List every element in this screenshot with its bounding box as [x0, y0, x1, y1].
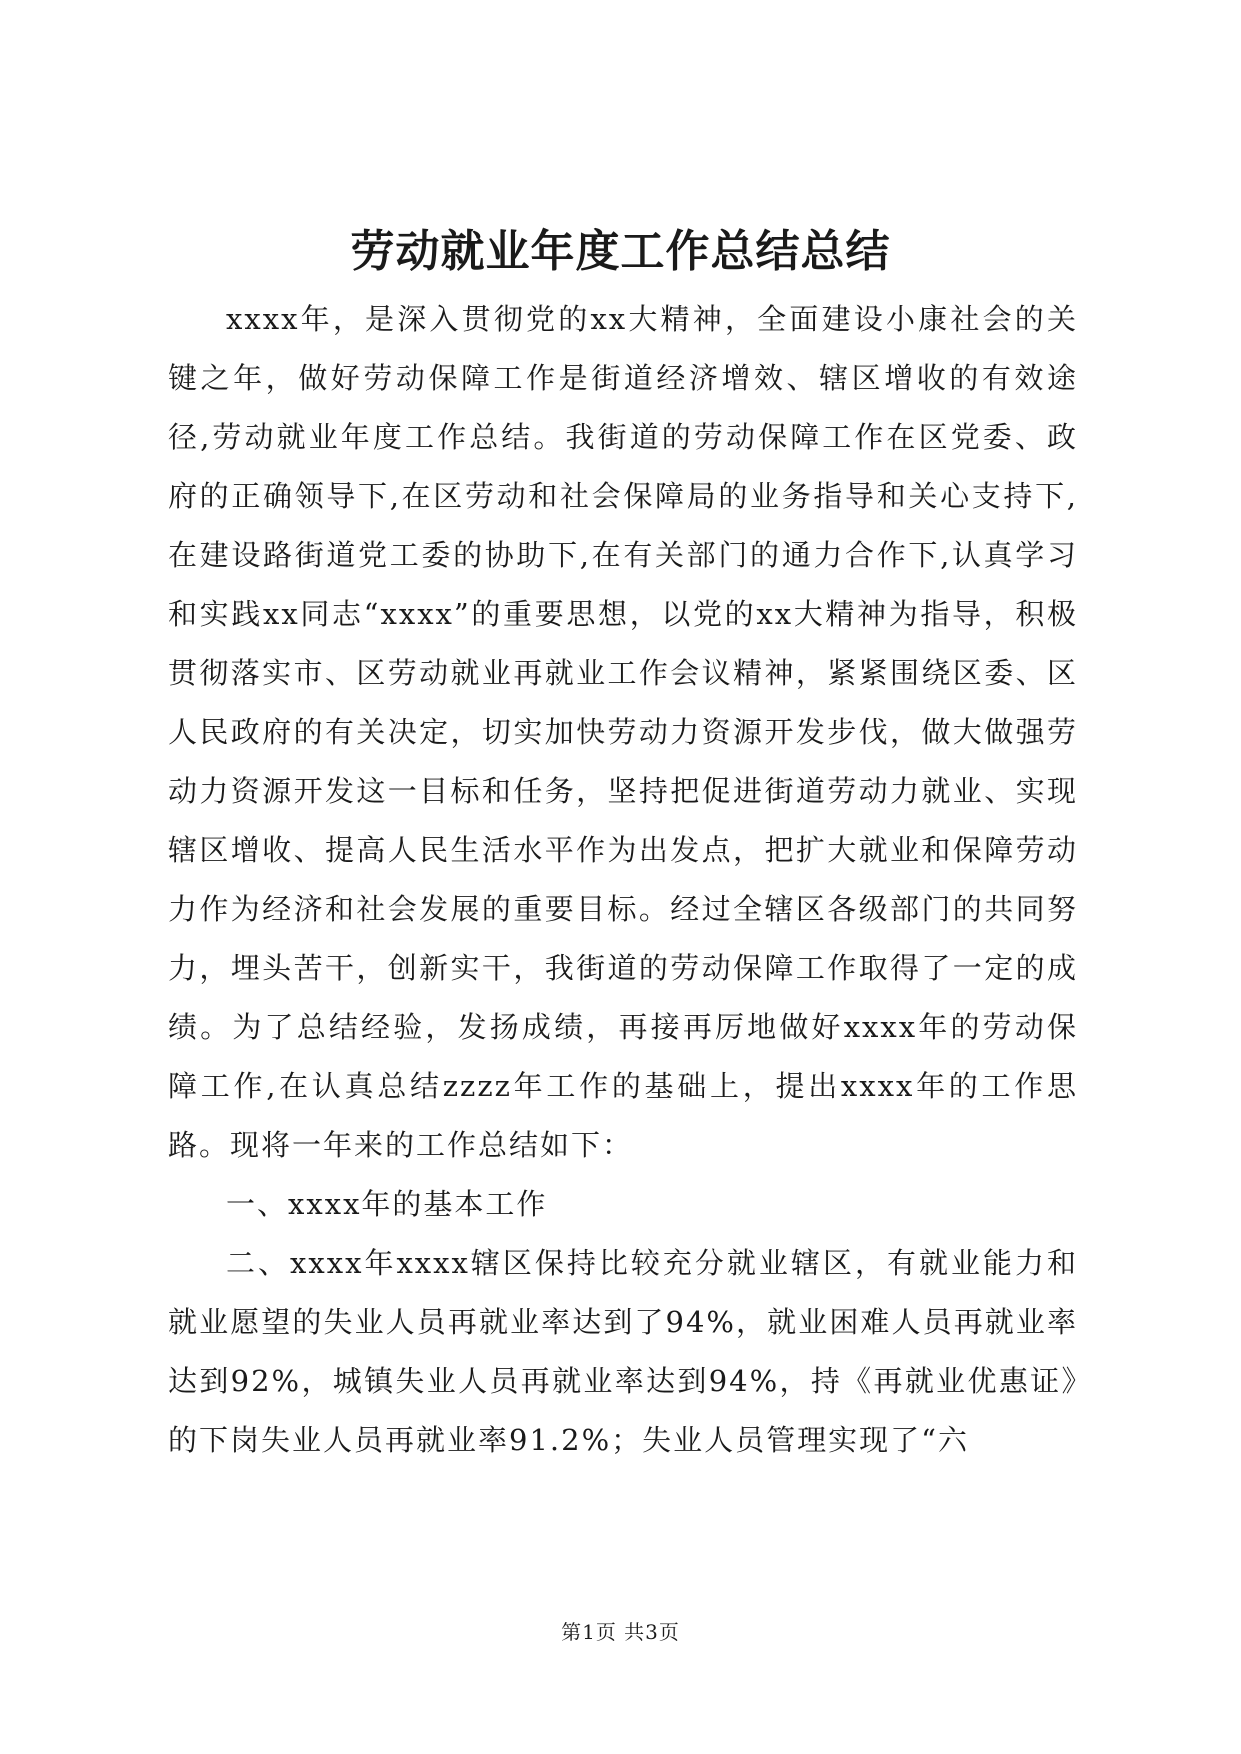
page-footer: 第1页 共3页 [561, 1620, 680, 1644]
document-body [168, 290, 1078, 1470]
paragraph-intro: xxxx年，是深入贯彻党的xx大精神，全面建设小康社会的关键之年，做好劳动保障工作是街道经济增效、辖区增收的有效途径,劳动就业年度工作总结。我街道的劳动保障工作在区党委、政府的正确领导下,在区劳动和社会保障局的业务指导和关心支持下,在建设路街道党工委的协助下,在有关部门的通力合作下,认真学习和实践xx同志“xxxx”的重要思想，以党的xx大精神为指导，积极贯彻落实市、区劳动就业再就业工作会议精神，紧紧围绕区委、区人民政府的有关决定，切实加快劳动力资源开发步伐，做大做强劳动力资源开发这一目标和任务，坚持把促进街道劳动力就业、实现辖区增收、提高人民生活水平作为出发点，把扩大就业和保障劳动力作为经济和社会发展的重要目标。经过全辖区各级部门的共同努力，埋头苦干，创新实干，我街道的劳动保障工作取得了一定的成绩。为了总结经验，发扬成绩，再接再厉地做好xxxx年的劳动保障工作,在认真总结zzzz年工作的基础上，提出xxxx年的工作思路。现将一年来的工作总结如下： [168, 302, 1078, 1162]
section-paragraph-2: 二、xxxx年xxxx辖区保持比较充分就业辖区，有就业能力和就业愿望的失业人员再就业率达到了94%，就业困难人员再就业率达到92%，城镇失业人员再就业率达到94%，持《再就业优惠证》的下岗失业人员再就业率91.2%；失业人员管理实现了“六 [168, 1246, 1078, 1457]
section-heading-1: 一、xxxx年的基本工作 [226, 1187, 548, 1221]
document-title: 劳动就业年度工作总结总结 [350, 226, 891, 277]
